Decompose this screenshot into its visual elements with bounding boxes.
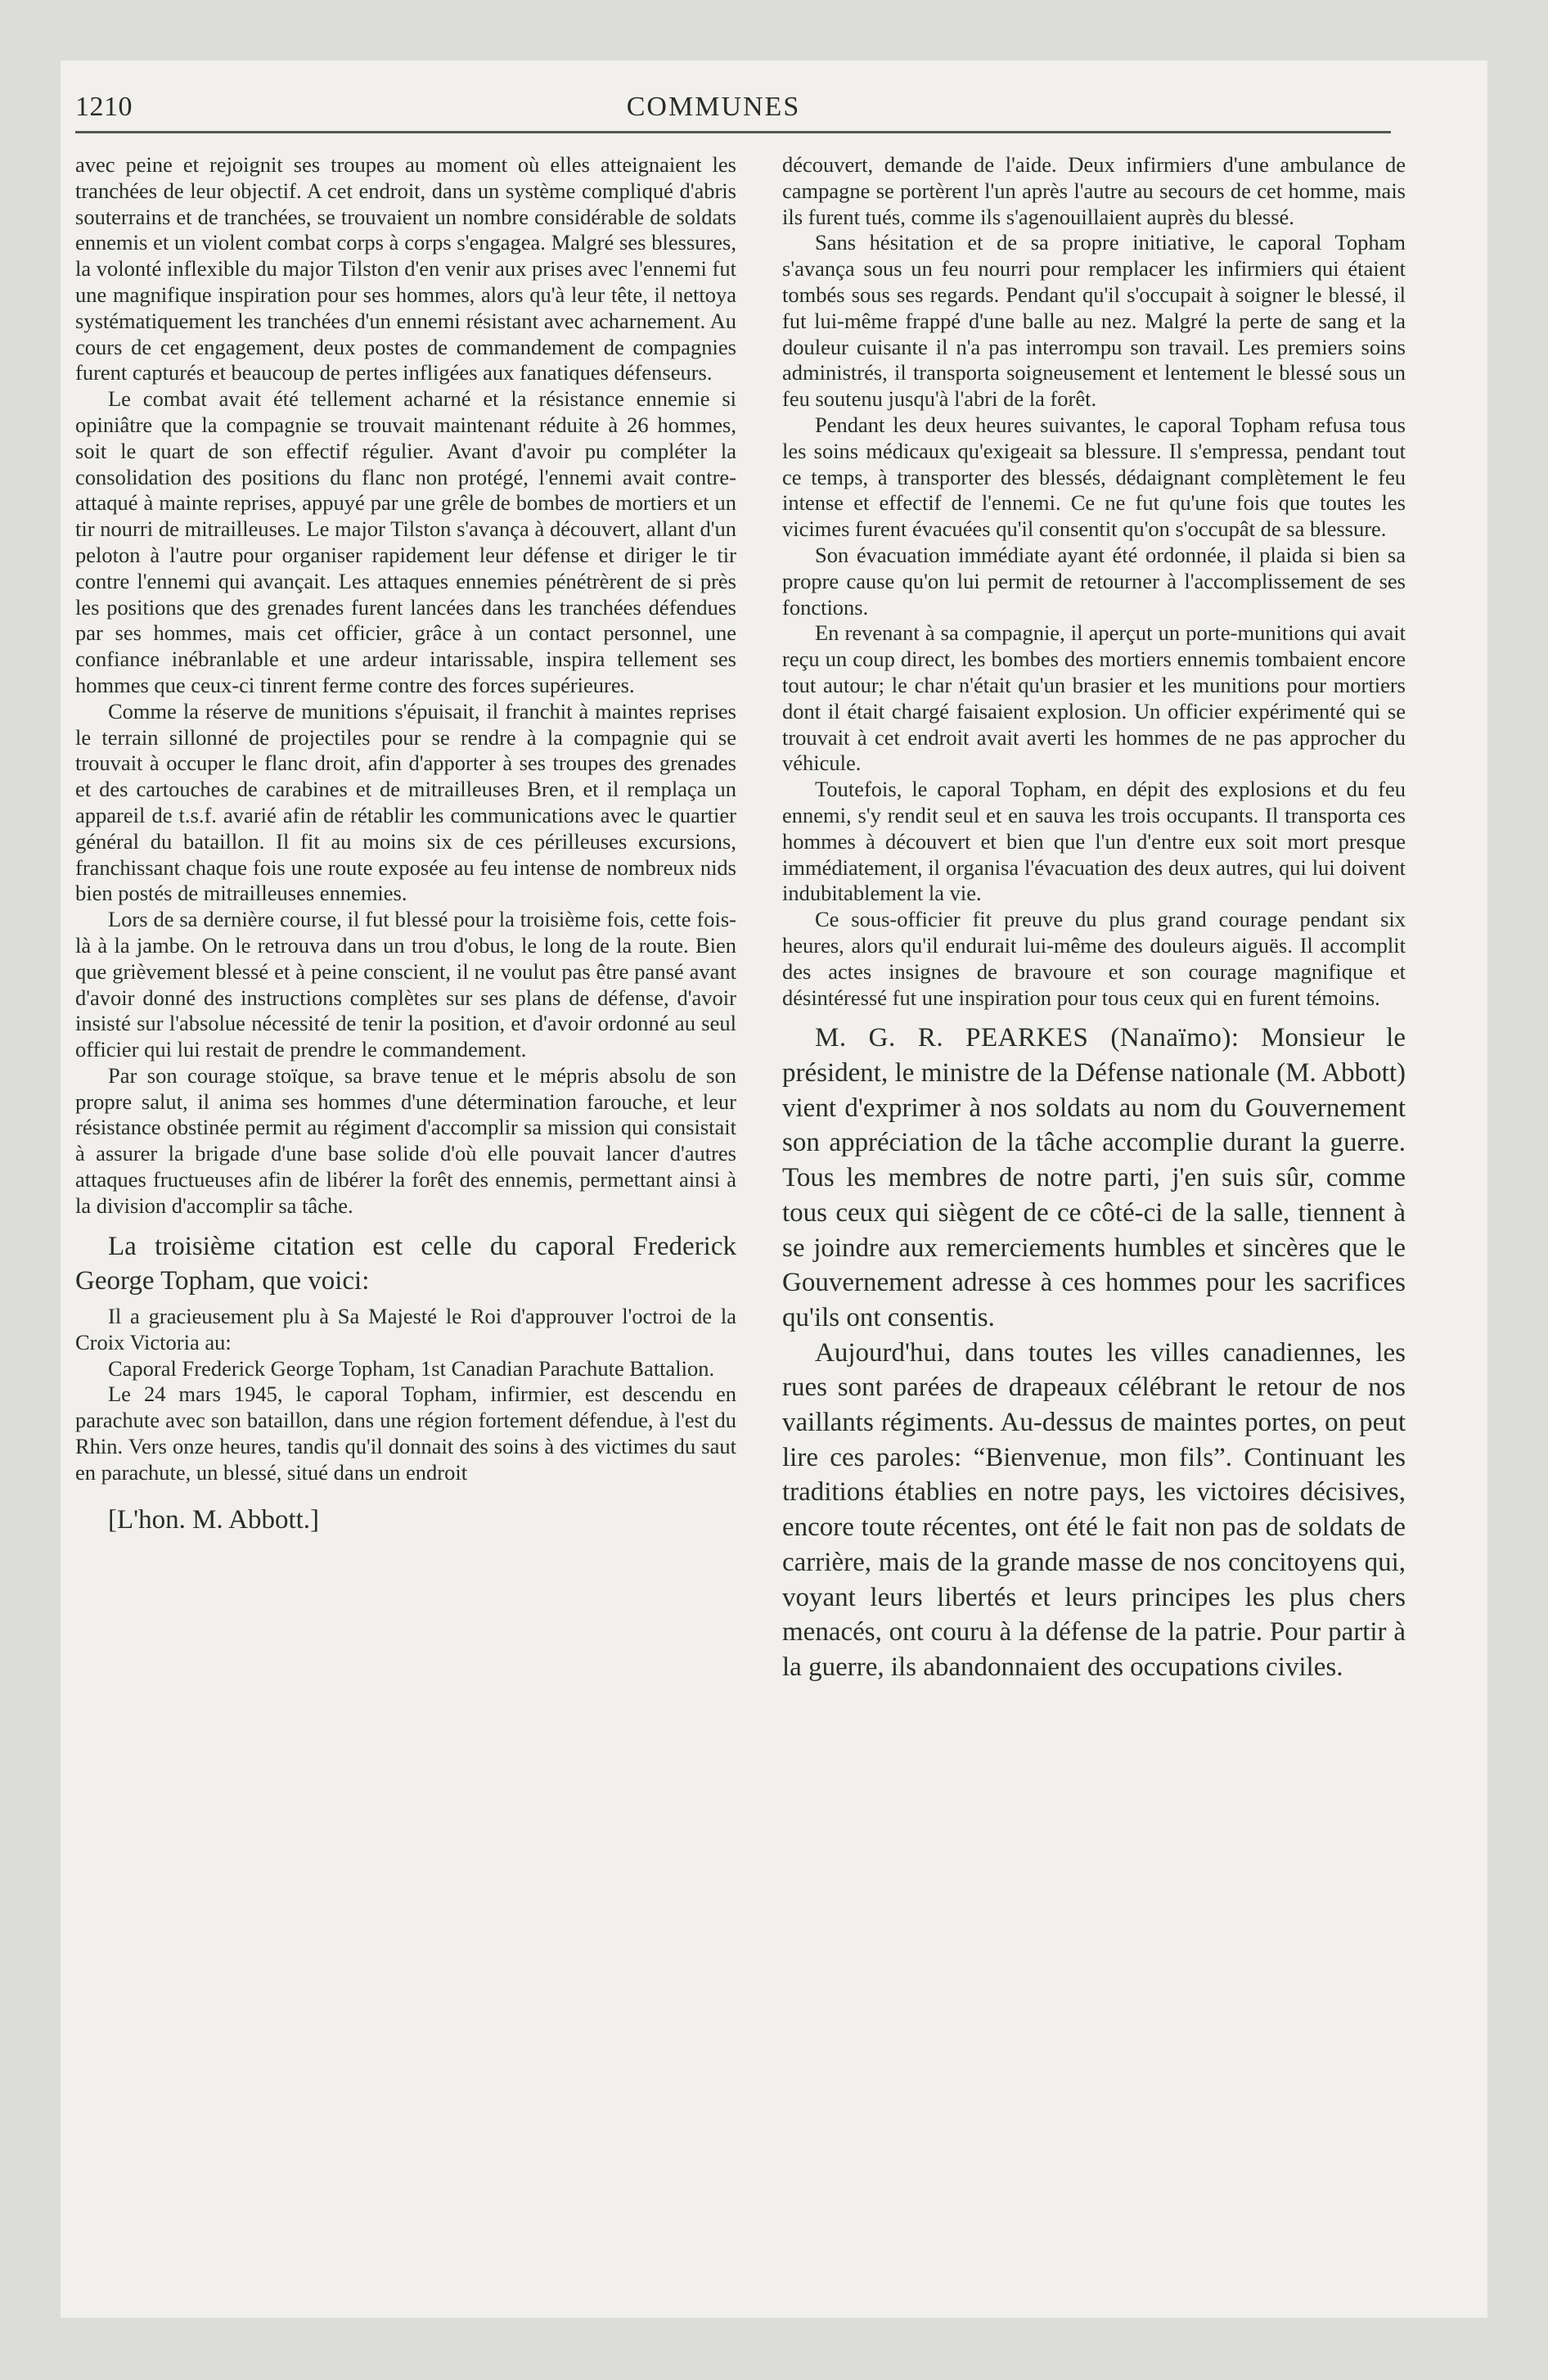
paragraph: avec peine et rejoignit ses troupes au moment où elles atteignaient les tranchées de leur objectif. A cet endroit, dans un système compliqué d'abris souterrains et de tranchées, se trouvaient un nombre considérable de soldats ennemis et un violent combat corps à corps s'engagea. Malgré ses blessures, la volonté inflexible du major Tilston d'en venir aux prises avec l'ennemi fut une magnifique inspiration pour ses hommes, alors qu'à leur tête, il nettoya systématiquement les tranchées d'un ennemi résistant avec acharnement. Au cours de cet engagement, deux postes de commandement de compagnies furent capturés et beaucoup de pertes infligées aux fanatiques défenseurs. — [75, 152, 736, 385]
paragraph: Comme la réserve de munitions s'épuisait, il franchit à maintes reprises le terrain sillonné de projectiles pour se rendre à la compagnie qui se trouvait à occuper le flanc droit, afin d'apporter à ses troupes des grenades et des cartouches de carabines et de mitrailleuses Bren, et il remplaça un appareil de t.s.f. avarié afin de rétablir les communications avec le quartier général du bataillon. Il fit au moins six de ces périlleuses excursions, franchissant chaque fois une route exposée au feu intense de nombreux nids bien postés de mitrailleuses ennemies. — [75, 698, 736, 906]
right-small-text — [782, 152, 1406, 1011]
left-citation — [75, 1503, 736, 1538]
speaker-citation: [L'hon. M. Abbott.] — [108, 1504, 320, 1535]
paragraph: Il a gracieusement plu à Sa Majesté le Roi d'approuver l'octroi de la Croix Victoria au: — [75, 1304, 736, 1355]
speech-paragraph — [782, 1021, 1406, 1335]
paragraph: En revenant à sa compagnie, il aperçut un porte-munitions qui avait reçu un coup direct, les bombes des mortiers ennemis tombaient encore tout autour; le char n'était qu'un brasier et les munitions pour mortiers dont il était chargé faisaient explosion. Un officier expérimenté qui se trouvait à cet endroit avait averti les hommes de ne pas approcher du véhicule. — [782, 620, 1406, 776]
speech-block — [782, 1021, 1406, 1684]
speech-text: Monsieur le président, le ministre de la Défense nationale (M. Abbott) vient d'exprimer à nos soldats au nom du Gouvernement son appréciation de la tâche accomplie durant la guerre. Tous les membres de notre parti, j'en suis sûr, comme tous ceux qui siègent de ce côté-ci de la salle, tiennent à se joindre aux remerciements humbles et sincères que le Gouvernement adresse à ces hommes pour les sacrifices qu'ils ont consentis. — [782, 1023, 1406, 1332]
right-column — [782, 152, 1406, 1685]
paragraph: Ce sous-officier fit preuve du plus grand courage pendant six heures, alors qu'il endurait lui-même des douleurs aiguës. Il accomplit des actes insignes de bravoure et son courage magnifique et désintéressé fut une inspiration pour tous ceux qui en furent témoins. — [782, 907, 1406, 1010]
paragraph: La troisième citation est celle du caporal Frederick George Topham, que voici: — [75, 1231, 736, 1296]
paragraph: Lors de sa dernière course, il fut blessé pour la troisième fois, cette fois-là à la jambe. On le retrouva dans un trou d'obus, le long de la route. Bien que grièvement blessé et à peine conscient, il ne voulut pas être pansé avant d'avoir donné des instructions complètes sur ses plans de défense, d'avoir insisté sur l'absolue nécessité de tenir la position, et d'avoir ordonné au seul officier qui lui restait de prendre le commandement. — [75, 907, 736, 1062]
header-rule — [75, 131, 1391, 133]
left-large-text — [75, 1229, 736, 1299]
paragraph: Pendant les deux heures suivantes, le caporal Topham refusa tous les soins médicaux qu'exigeait sa blessure. Il s'empressa, pendant tout ce temps, à transporter des blessés, dédaignant complètement le feu intense et effectif de l'ennemi. Ce ne fut qu'une fois que toutes les vicimes furent évacuées qu'il consentit qu'on s'occupât de sa blessure. — [782, 412, 1406, 542]
left-column — [75, 152, 736, 1537]
paragraph: Caporal Frederick George Topham, 1st Canadian Parachute Battalion. — [108, 1355, 715, 1381]
running-head: COMMUNES — [626, 92, 801, 122]
page-number: 1210 — [75, 92, 133, 122]
paragraph: Aujourd'hui, dans toutes les villes canadiennes, les rues sont parées de drapeaux célébrant le retour de nos vaillants régiments. Au-dessus de maintes portes, on peut lire ces paroles: “Bienvenue, mon fils”. Continuant les traditions établies en notre pays, les victoires décisives, encore toute récentes, ont été le fait non pas de soldats de carrière, mais de la grande masse de nos concitoyens qui, voyant leurs libertés et leurs principes les plus chers menacés, ont couru à la défense de la patrie. Pour partir à la guerre, ils abandonnaient des occupations civiles. — [782, 1337, 1406, 1682]
paragraph: Le combat avait été tellement acharné et la résistance ennemie si opiniâtre que la compagnie se trouvait maintenant réduite à 26 hommes, soit le quart de son effectif régulier. Avant d'avoir pu compléter la consolidation des positions du flanc non protégé, l'ennemi avait contre-attaqué à mainte reprises, appuyé par une grêle de bombes de mortiers et un tir nourri de mitrailleuses. Le major Tilston s'avança à découvert, allant d'un peloton à l'autre pour organiser rapidement leur défense et diriger le tir contre l'ennemi qui avançait. Les attaques ennemies pénétrèrent de si près les positions que des grenades furent lancées dans les tranchées défendues par ses hommes, mais cet officier, grâce à un contact personnel, une confiance inébranlable et une ardeur intarissable, inspira tellement ses hommes que ceux-ci tinrent ferme contre des forces supérieures. — [75, 386, 736, 697]
paragraph: Toutefois, le caporal Topham, en dépit des explosions et du feu ennemi, s'y rendit seul et en sauva les trois occupants. Il transporta ces hommes à découvert et bien que l'un d'entre eux soit mort presque immédiatement, il organisa l'évacuation des deux autres, qui lui doivent indubitablement la vie. — [782, 777, 1406, 906]
citation-block — [75, 1304, 736, 1486]
paragraph: Le 24 mars 1945, le caporal Topham, infirmier, est descendu en parachute avec son bataillon, dans une région fortement défendue, à l'est du Rhin. Vers onze heures, tandis qu'il donnait des soins à des victimes du saut en parachute, un blessé, situé dans un endroit — [75, 1382, 736, 1485]
paragraph: découvert, demande de l'aide. Deux infirmiers d'une ambulance de campagne se portèrent l'un après l'autre au secours de cet homme, mais ils furent tués, comme ils s'agenouillaient auprès du blessé. — [782, 152, 1406, 229]
left-small-text — [75, 152, 736, 1219]
speaker-name: M. G. R. PEARKES (Nanaïmo): — [815, 1023, 1240, 1053]
paragraph: Son évacuation immédiate ayant été ordonnée, il plaida si bien sa propre cause qu'on lui permit de retourner à l'accomplissement de ses fonctions. — [782, 542, 1406, 620]
paragraph: Sans hésitation et de sa propre initiative, le caporal Topham s'avança sous un feu nourri pour remplacer les infirmiers qui étaient tombés sous ses regards. Pendant qu'il s'occupait à soigner le blessé, il fut lui-même frappé d'une balle au nez. Malgré la perte de sang et la douleur cuisante il n'a pas interrompu son travail. Les premiers soins administrés, il transporta soigneusement et lentement le blessé sous un feu soutenu jusqu'à l'abri de la forêt. — [782, 230, 1406, 412]
paragraph: Par son courage stoïque, sa brave tenue et le mépris absolu de son propre salut, il anima ses hommes d'une détermination farouche, et leur résistance obstinée permit au régiment d'accomplir sa mission qui consistait à assurer la brigade d'une base solide d'où elle pouvait lancer d'autres attaques fructueuses afin de libérer la forêt des ennemis, permettant ainsi à la division d'accomplir sa tâche. — [75, 1062, 736, 1218]
